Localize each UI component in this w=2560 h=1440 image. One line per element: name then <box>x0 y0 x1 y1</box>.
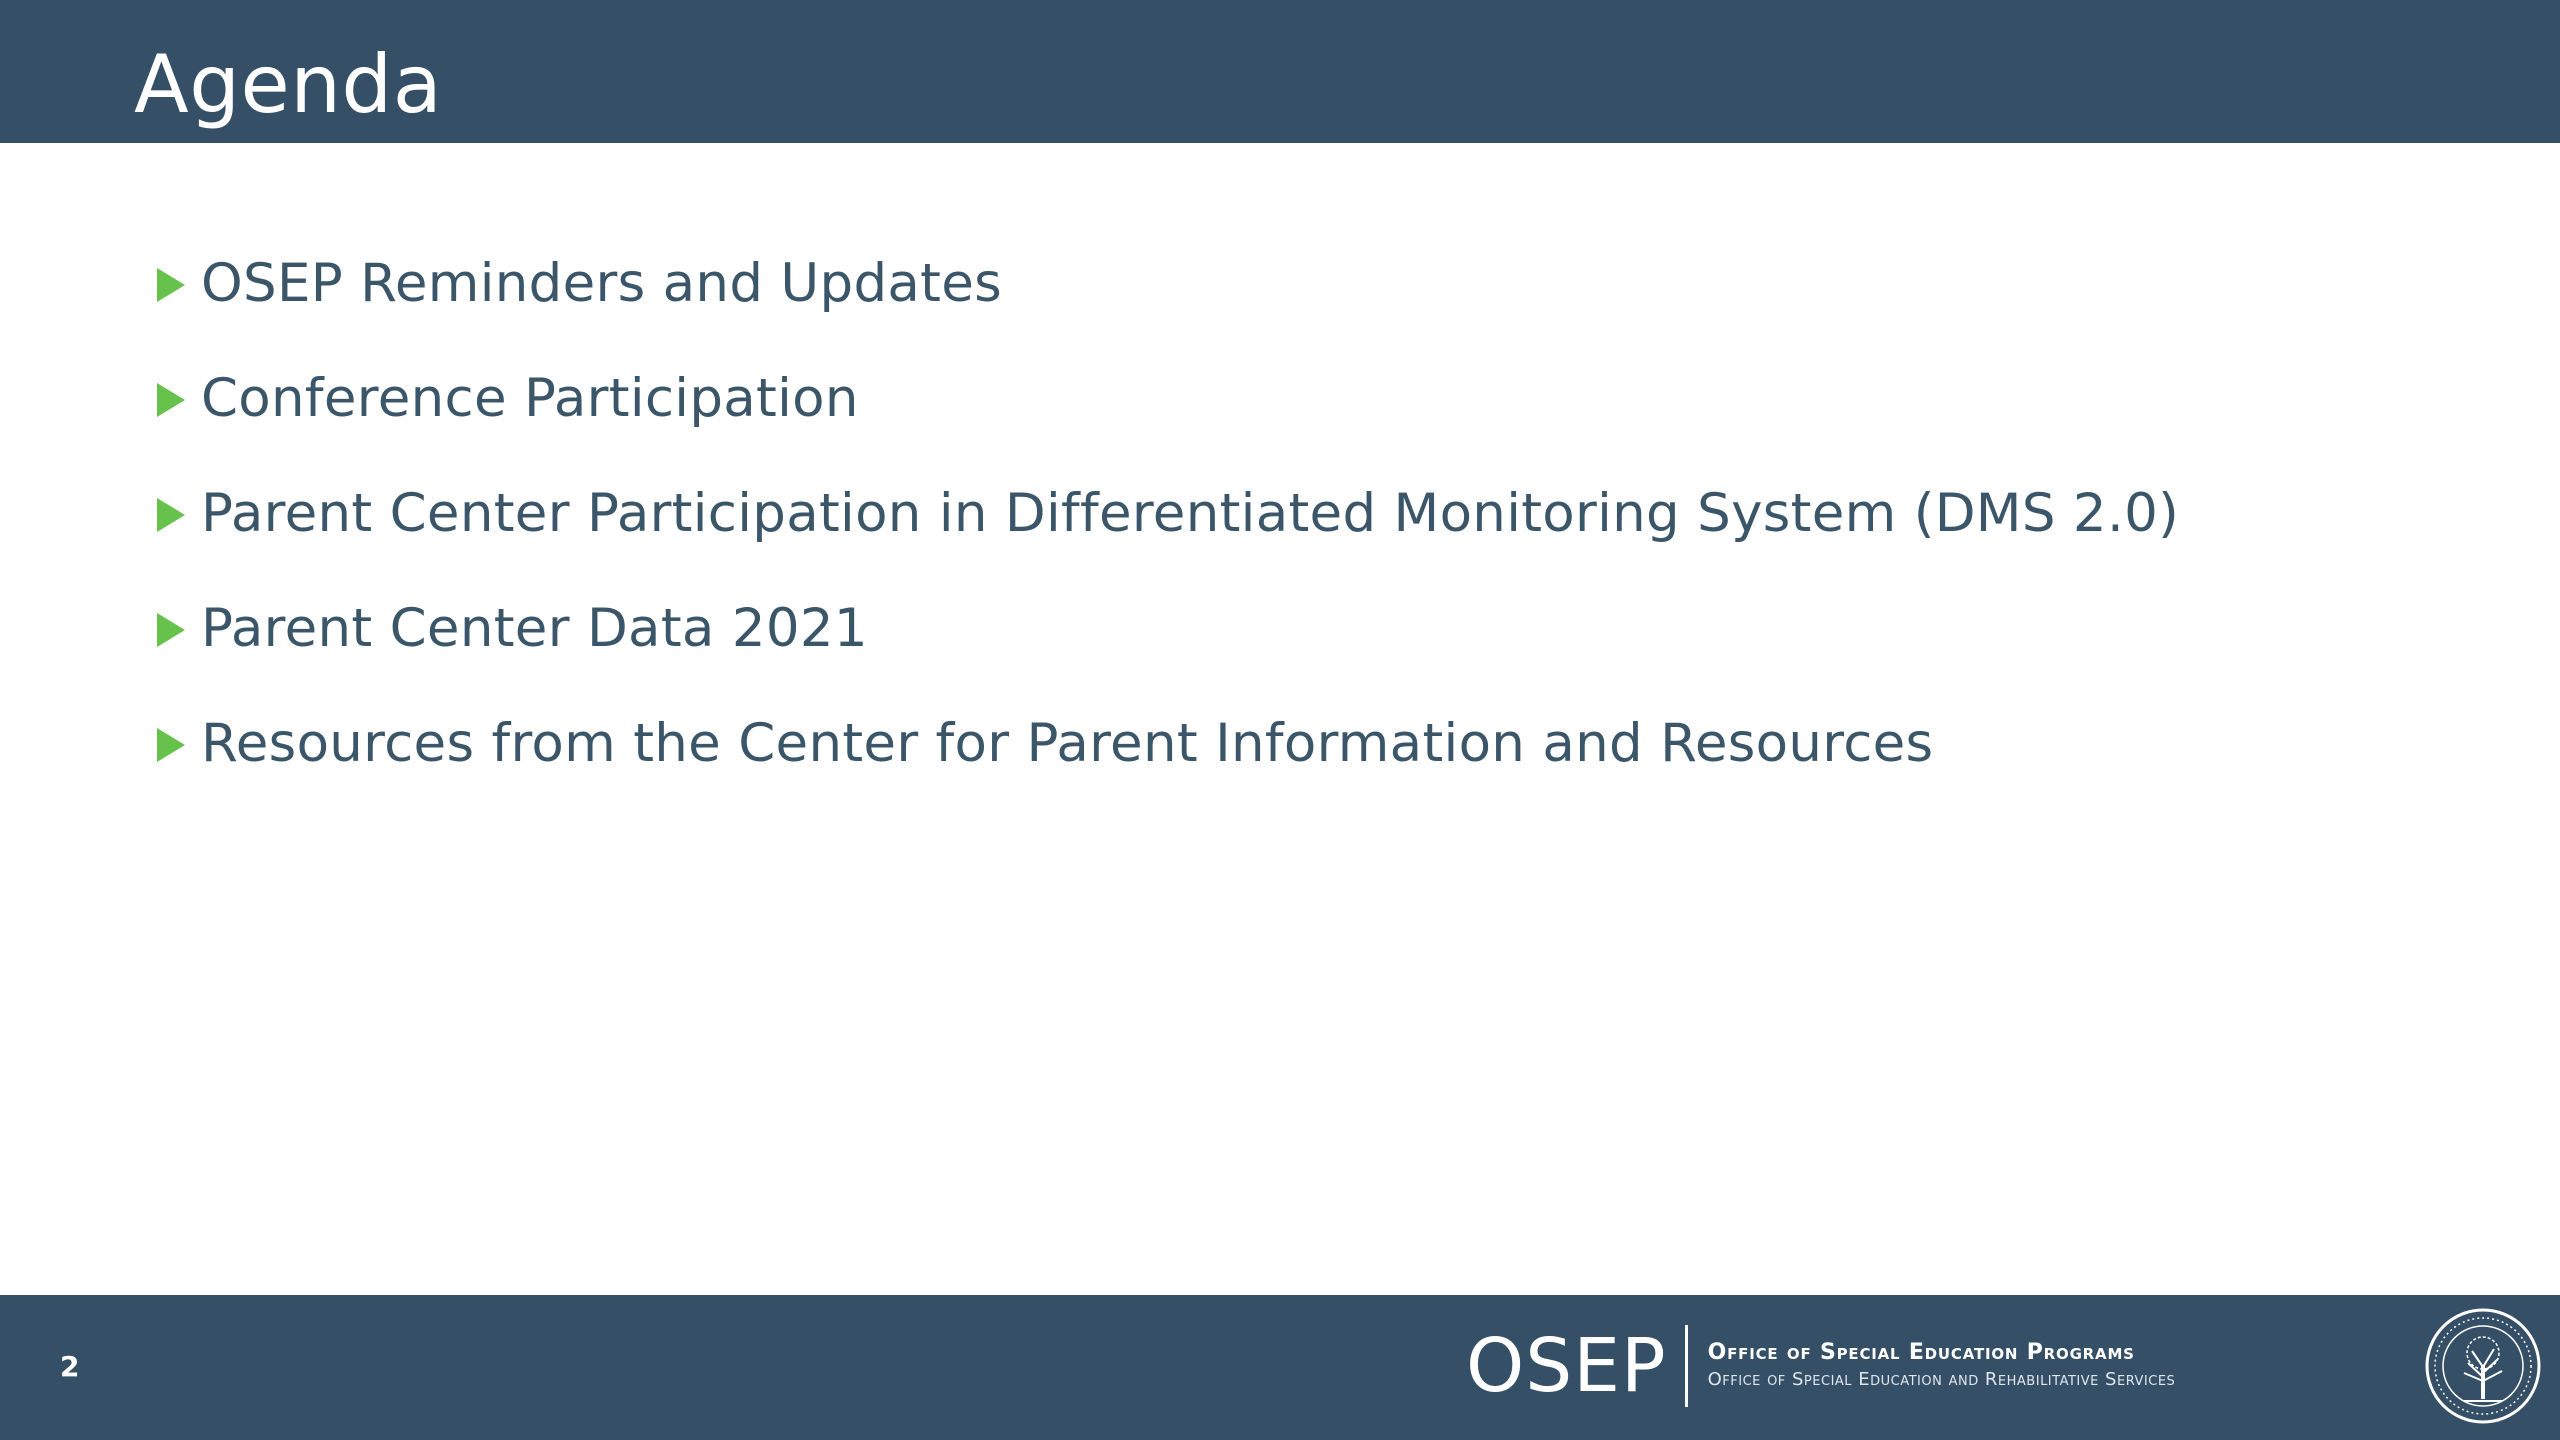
agenda-list <box>155 248 2179 823</box>
page-number: 2 <box>60 1350 80 1383</box>
office-name: Office of Special Education Programs <box>1707 1340 2135 1365</box>
agenda-item-text: OSEP Reminders and Updates <box>201 253 1003 314</box>
osep-logo <box>1466 1325 2175 1407</box>
agenda-item <box>155 593 2179 708</box>
agenda-item <box>155 248 2179 363</box>
osep-acronym: OSEP <box>1466 1323 1667 1409</box>
triangle-bullet-icon <box>155 380 187 420</box>
agenda-item <box>155 708 2179 823</box>
triangle-bullet-icon <box>155 610 187 650</box>
footer-bar <box>0 1295 2560 1440</box>
slide-title: Agenda <box>134 38 443 131</box>
agenda-item-text: Conference Participation <box>201 368 859 429</box>
triangle-bullet-icon <box>155 725 187 765</box>
parent-office-name: Office of Special Education and Rehabilitative Services <box>1707 1369 2176 1390</box>
agenda-item <box>155 478 2179 593</box>
header-bar <box>0 0 2560 143</box>
agenda-item <box>155 363 2179 478</box>
agenda-item-text: Resources from the Center for Parent Information and Resources <box>201 713 1934 774</box>
triangle-bullet-icon <box>155 495 187 535</box>
agenda-item-text: Parent Center Data 2021 <box>201 598 868 659</box>
department-of-education-seal-icon <box>2424 1307 2542 1429</box>
triangle-bullet-icon <box>155 265 187 305</box>
agenda-item-text: Parent Center Participation in Differentiated Monitoring System (DMS 2.0) <box>201 483 2180 544</box>
logo-divider <box>1685 1325 1688 1407</box>
logo-text <box>1708 1339 2176 1393</box>
